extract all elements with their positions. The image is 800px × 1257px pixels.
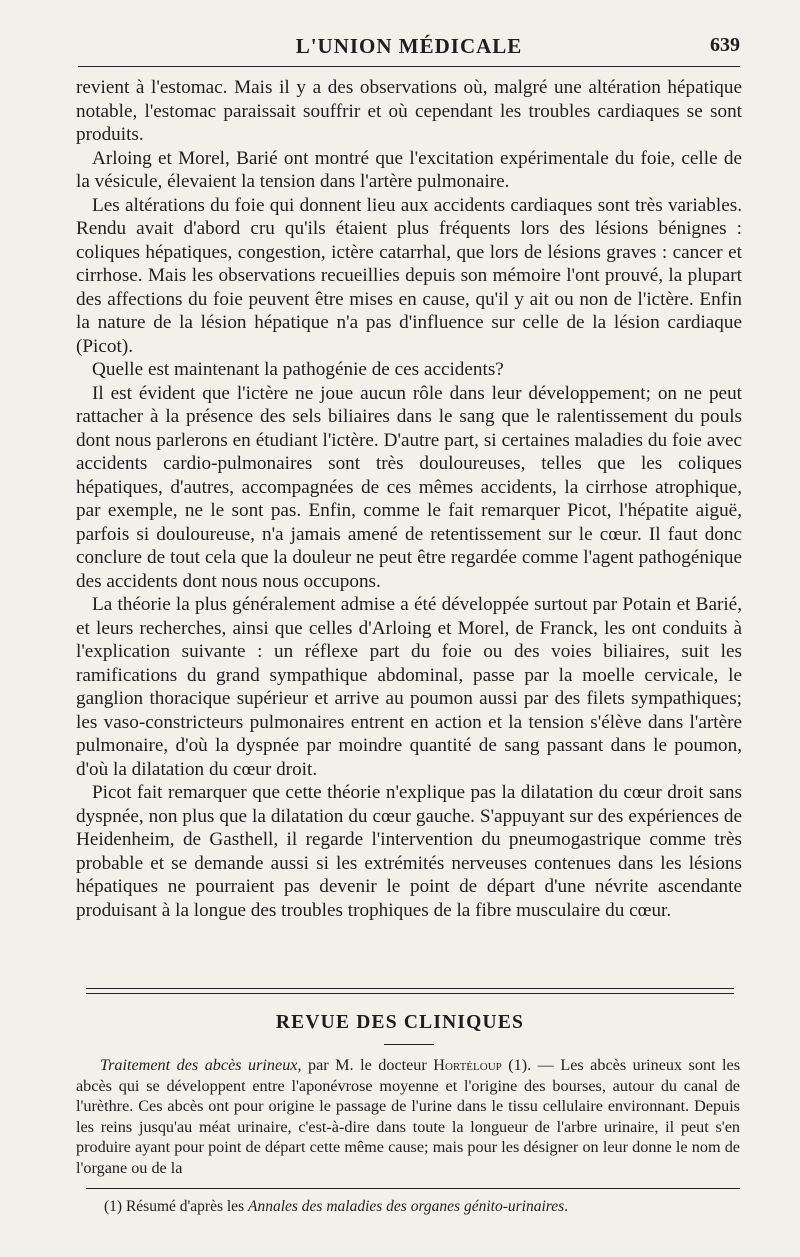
section-title: REVUE DES CLINIQUES: [275, 1012, 525, 1033]
entry-author-prefix: , par M. le docteur: [297, 1056, 434, 1074]
footnote-rule: [86, 1188, 740, 1189]
paragraph: Il est évident que l'ictère ne joue aucun rôle dans leur développement; on ne peut rattacher à la présence des sels biliaires dans le sang que le ralentissement du pouls dont nous parlerons en étudiant l'ictère. D'autre part, si certaines maladies du foie avec accidents cardio-pulmonaires sont très douloureuses, telles que les coliques hépatiques, d'autres, accompagnées de ces mêmes accidents, la cirrhose atrophique, par exemple, ne le sont pas. Enfin, comme le fait remarquer Picot, l'hépatite aiguë, parfois si douloureuse, n'a jamais amené de retentissement sur le cœur. Il faut donc conclure de tout cela que la douleur ne peut être regardée comme l'agent pathogénique des accidents dont nous nous occupons.: [76, 382, 742, 592]
paragraph: Arloing et Morel, Barié ont montré que l'excitation expérimentale du foie, celle de la vésicule, élevaient la tension dans l'artère pulmonaire.: [76, 147, 742, 192]
entry-author: Hortéloup: [433, 1056, 502, 1074]
clinic-paragraph: [76, 1055, 740, 1179]
clinic-entry: [76, 1055, 740, 1179]
running-title: L'UNION MÉDICALE: [295, 34, 523, 58]
paragraph: revient à l'estomac. Mais il y a des observations où, malgré une altération hépatique notable, l'estomac paraissait souffrir et où cependant les troubles cardiaques se sont produits.: [76, 77, 742, 145]
footnote-end: .: [564, 1198, 568, 1215]
paragraph: Les altérations du foie qui donnent lieu aux accidents cardiaques sont très variables. Rendu avait d'abord cru qu'ils étaient plus fréquents lors des lésions bénignes : coliques hépatiques, congestion, ictère catarrhal, que lors de lésions graves : cancer et cirrhose. Mais les observations recueillies depuis son mémoire l'ont prouvé, la plupart des affections du foie peuvent être mises en cause, qu'il y ait ou non de l'ictère. Enfin la nature de la lésion hépatique n'a pas d'influence sur celle de la lésion cardiaque (Picot).: [76, 194, 742, 357]
footnote-source: Annales des maladies des organes génito-urinaires: [247, 1198, 565, 1215]
section-title-rule: [384, 1044, 434, 1045]
paragraph: Quelle est maintenant la pathogénie de ces accidents?: [92, 359, 504, 380]
paragraph: Picot fait remarquer que cette théorie n'explique pas la dilatation du cœur droit sans dyspnée, non plus que la dilatation du cœur gauche. S'appuyant sur des expériences de Heidenheim, de Gasthell, il regarde l'intervention du pneumogastrique comme très probable et se demande aussi si les extrémités nerveuses contenues dans les lésions hépatiques ne pourraient pas devenir le point de départ d'une névrite ascendante produisant à la longue des troubles trophiques de la fibre musculaire du cœur.: [76, 782, 742, 921]
header-rule: [78, 66, 740, 67]
entry-title: Traitement des abcès urineux: [100, 1056, 298, 1074]
section-divider: [86, 988, 734, 994]
page-number: 639: [710, 34, 740, 56]
page-header: [78, 30, 740, 64]
footnote-marker: (1) Résumé d'après les: [104, 1198, 248, 1215]
entry-reference: (1). —: [501, 1056, 561, 1074]
footnote: [104, 1197, 740, 1217]
article-body: [76, 76, 742, 922]
paragraph: La théorie la plus généralement admise a été développée surtout par Potain et Barié, et leurs recherches, ainsi que celles d'Arloing et Morel, de Franck, les ont conduits à l'explication suivante : un réflexe part du foie ou des voies biliaires, suit les ramifications du grand sympathique abdominal, passe par la moelle cervicale, le ganglion thoracique supérieur et arrive au poumon aussi par des filets sympathiques; les vaso-constricteurs pulmonaires entrent en action et la tension s'élève dans l'artère pulmonaire, d'où la dyspnée par moindre quantité de sang passant dans le poumon, d'où la dilatation du cœur droit.: [76, 594, 742, 780]
entry-text: Les abcès urineux sont les abcès qui se développent entre l'aponévrose moyenne et l'origine des bourses, autour du canal de l'urèthre. Ces abcès ont pour origine le passage de l'urine dans le tissu cellulaire environnant. Depuis les reins jusqu'au méat urinaire, c'est-à-dire dans toute la longueur de l'arbre urinaire, il peut s'en produire ayant pour point de départ cette même cause; mais pour les désigner on leur donne le nom de l'organe ou de la: [76, 1056, 740, 1177]
